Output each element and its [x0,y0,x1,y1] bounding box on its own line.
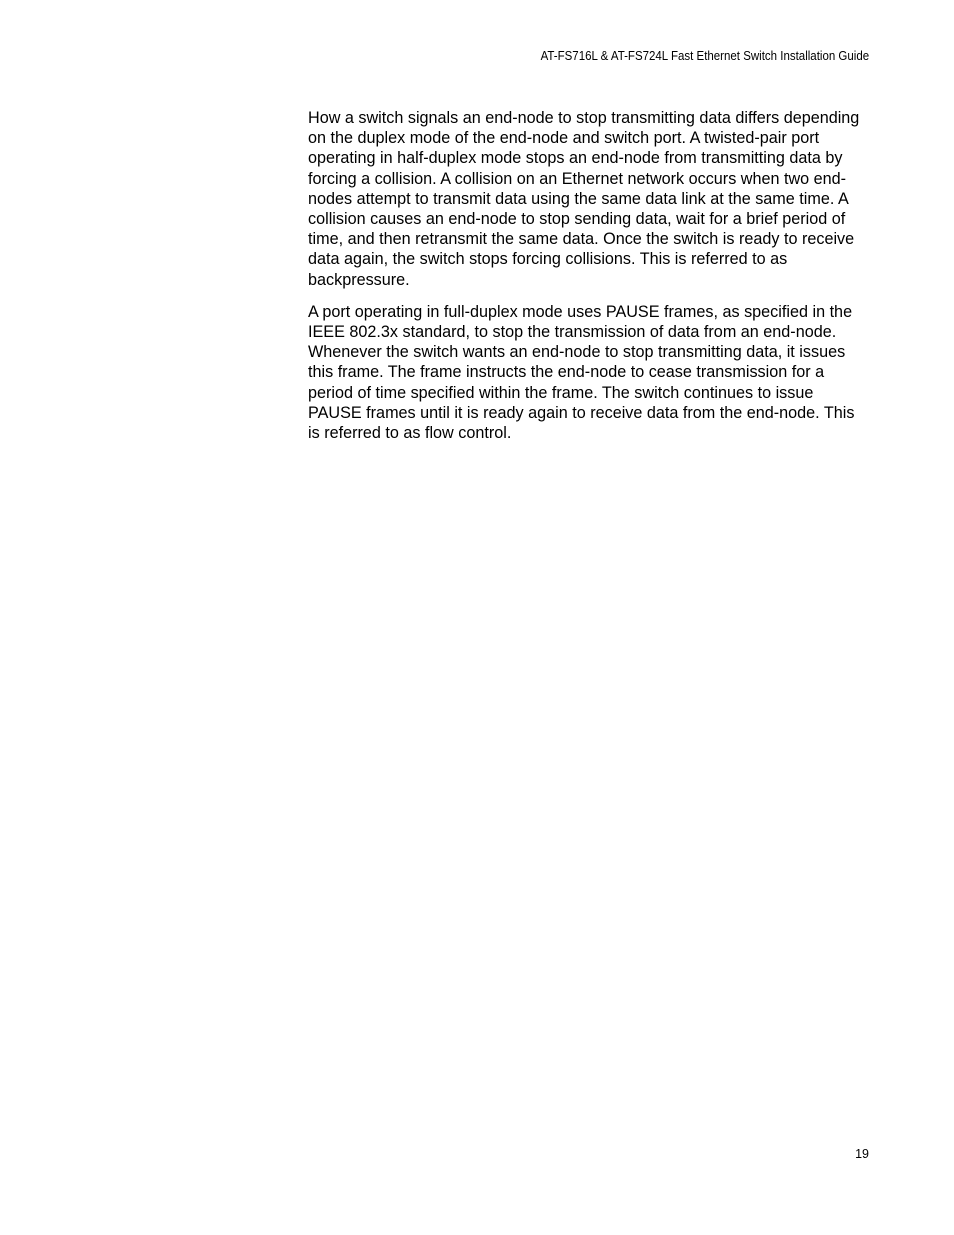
paragraph-flow-control: A port operating in full-duplex mode uses PAUSE frames, as specified in the IEEE 802.3x standard, to stop the transmission of data from an end-node. Whenever the switch wants an end-node to stop transmitting data, it issues this frame. The frame instructs the end-node to cease transmission for a period of time specified within the frame. The switch continues to issue PAUSE frames until it is ready again to receive data from the end-node. This is referred to as flow control. [308,302,855,443]
body-text [308,108,870,455]
paragraph-backpressure: How a switch signals an end-node to stop transmitting data differs depending on the duplex mode of the end-node and switch port. A twisted-pair port operating in half-duplex mode stops an end-node from transmitting data by forcing a collision. A collision on an Ethernet network occurs when two end-nodes attempt to transmit data using the same data link at the same time. A collision causes an end-node to stop sending data, wait for a brief period of time, and then retransmit the same data. Once the switch is ready to receive data again, the switch stops forcing collisions. This is referred to as backpressure. [308,109,860,289]
page-number: 19 [855,1147,869,1161]
running-header: AT-FS716L & AT-FS724L Fast Ethernet Switch Installation Guide [540,49,869,63]
